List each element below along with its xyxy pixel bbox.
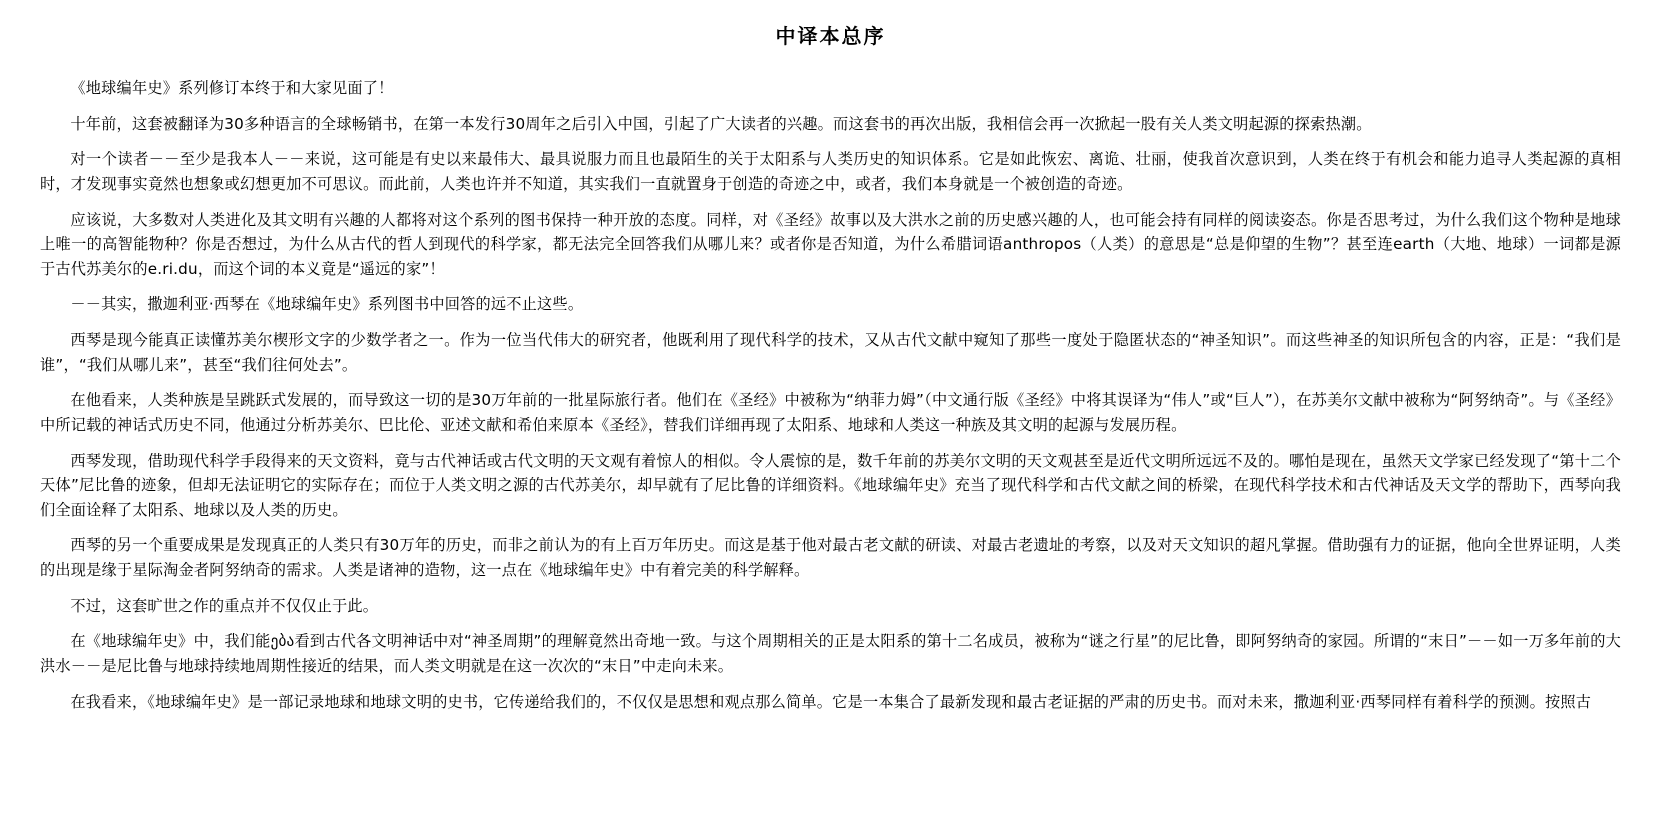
paragraph: 应该说，大多数对人类进化及其文明有兴趣的人都将对这个系列的图书保持一种开放的态度。同样，对《圣经》故事以及大洪水之前的历史感兴趣的人，也可能会持有同样的阅读姿态。你是否思考过，为什么我们这个物种是地球上唯一的高智能物种？你是否想过，为什么从古代的哲人到现代的科学家，都无法完全回答我们从哪儿来？或者你是否知道，为什么希腊词语anthropos（人类）的意思是“总是仰望的生物”？甚至连earth（大地、地球）一词都是源于古代苏美尔的e.ri.du，而这个词的本义竟是“遥远的家”！ [40,210,1621,278]
page-title: 中译本总序 [775,24,886,48]
paragraph: 对一个读者－－至少是我本人－－来说，这可能是有史以来最伟大、最具说服力而且也最陌生的关于太阳系与人类历史的知识体系。它是如此恢宏、离诡、壮丽，使我首次意识到，人类在终于有机会和能力追寻人类起源的真相时，才发现事实竟然也想象或幻想更加不可思议。而此前，人类也许并不知道，其实我们一直就置身于创造的奇迹之中，或者，我们本身就是一个被创造的奇迹。 [40,150,1621,193]
paragraph: 西琴的另一个重要成果是发现真正的人类只有30万年的历史，而非之前认为的有上百万年历史。而这是基于他对最古老文献的研读、对最古老遗址的考察，以及对天文知识的超凡掌握。借助强有力的证据，他向全世界证明，人类的出现是缘于星际淘金者阿努纳奇的需求。人类是诸神的造物，这一点在《地球编年史》中有着完美的科学解释。 [40,536,1621,579]
paragraph: 西琴发现，借助现代科学手段得来的天文资料，竟与古代神话或古代文明的天文观有着惊人的相似。令人震惊的是，数千年前的苏美尔文明的天文观甚至是近代文明所远远不及的。哪怕是现在，虽然天文学家已经发现了“第十二个天体”尼比鲁的迹象，但却无法证明它的实际存在；而位于人类文明之源的古代苏美尔，却早就有了尼比鲁的详细资料。《地球编年史》充当了现代科学和古代文献之间的桥梁，在现代科学技术和古代神话及天文学的帮助下，西琴向我们全面诠释了太阳系、地球以及人类的历史。 [40,451,1621,519]
paragraph: 在《地球编年史》中，我们能ება看到古代各文明神话中对“神圣周期”的理解竟然出奇地一致。与这个周期相关的正是太阳系的第十二名成员，被称为“谜之行星”的尼比鲁，即阿努纳奇的家园。所谓的“末日”－－如一万多年前的大洪水－－是尼比鲁与地球持续地周期性接近的结果，而人类文明就是在这一次次的“末日”中走向未来。 [40,632,1621,675]
paragraph: 《地球编年史》系列修订本终于和大家见面了！ [70,79,394,97]
paragraph: 十年前，这套被翻译为30多种语言的全球畅销书，在第一本发行30周年之后引入中国，引起了广大读者的兴趣。而这套书的再次出版，我相信会再一次掀起一股有关人类文明起源的探索热潮。 [70,114,1372,133]
document-body [40,76,1621,714]
paragraph: －－其实，撒迦利亚·西琴在《地球编年史》系列图书中回答的远不止这些。 [70,295,584,314]
paragraph: 在我看来，《地球编年史》是一部记录地球和地球文明的史书，它传递给我们的，不仅仅是思想和观点那么简单。它是一本集合了最新发现和最古老证据的严肃的历史书。而对未来，撒迦利亚·西琴同样有着科学的预测。按照古 [70,692,1592,711]
paragraph: 不过，这套旷世之作的重点并不仅仅止于此。 [70,596,379,615]
paragraph: 西琴是现今能真正读懂苏美尔楔形文字的少数学者之一。作为一位当代伟大的研究者，他既利用了现代科学的技术，又从古代文献中窥知了那些一度处于隐匿状态的“神圣知识”。而这些神圣的知识所包含的内容，正是：“我们是谁”，“我们从哪儿来”，甚至“我们往何处去”。 [40,331,1621,374]
paragraph: 在他看来，人类种族是呈跳跃式发展的，而导致这一切的是30万年前的一批星际旅行者。他们在《圣经》中被称为“纳菲力姆”（中文通行版《圣经》中将其误译为“伟人”或“巨人”），在苏美尔文献中被称为“阿努纳奇”。与《圣经》中所记载的神话式历史不同，他通过分析苏美尔、巴比伦、亚述文献和希伯来原本《圣经》，替我们详细再现了太阳系、地球和人类这一种族及其文明的起源与发展历程。 [40,391,1621,434]
